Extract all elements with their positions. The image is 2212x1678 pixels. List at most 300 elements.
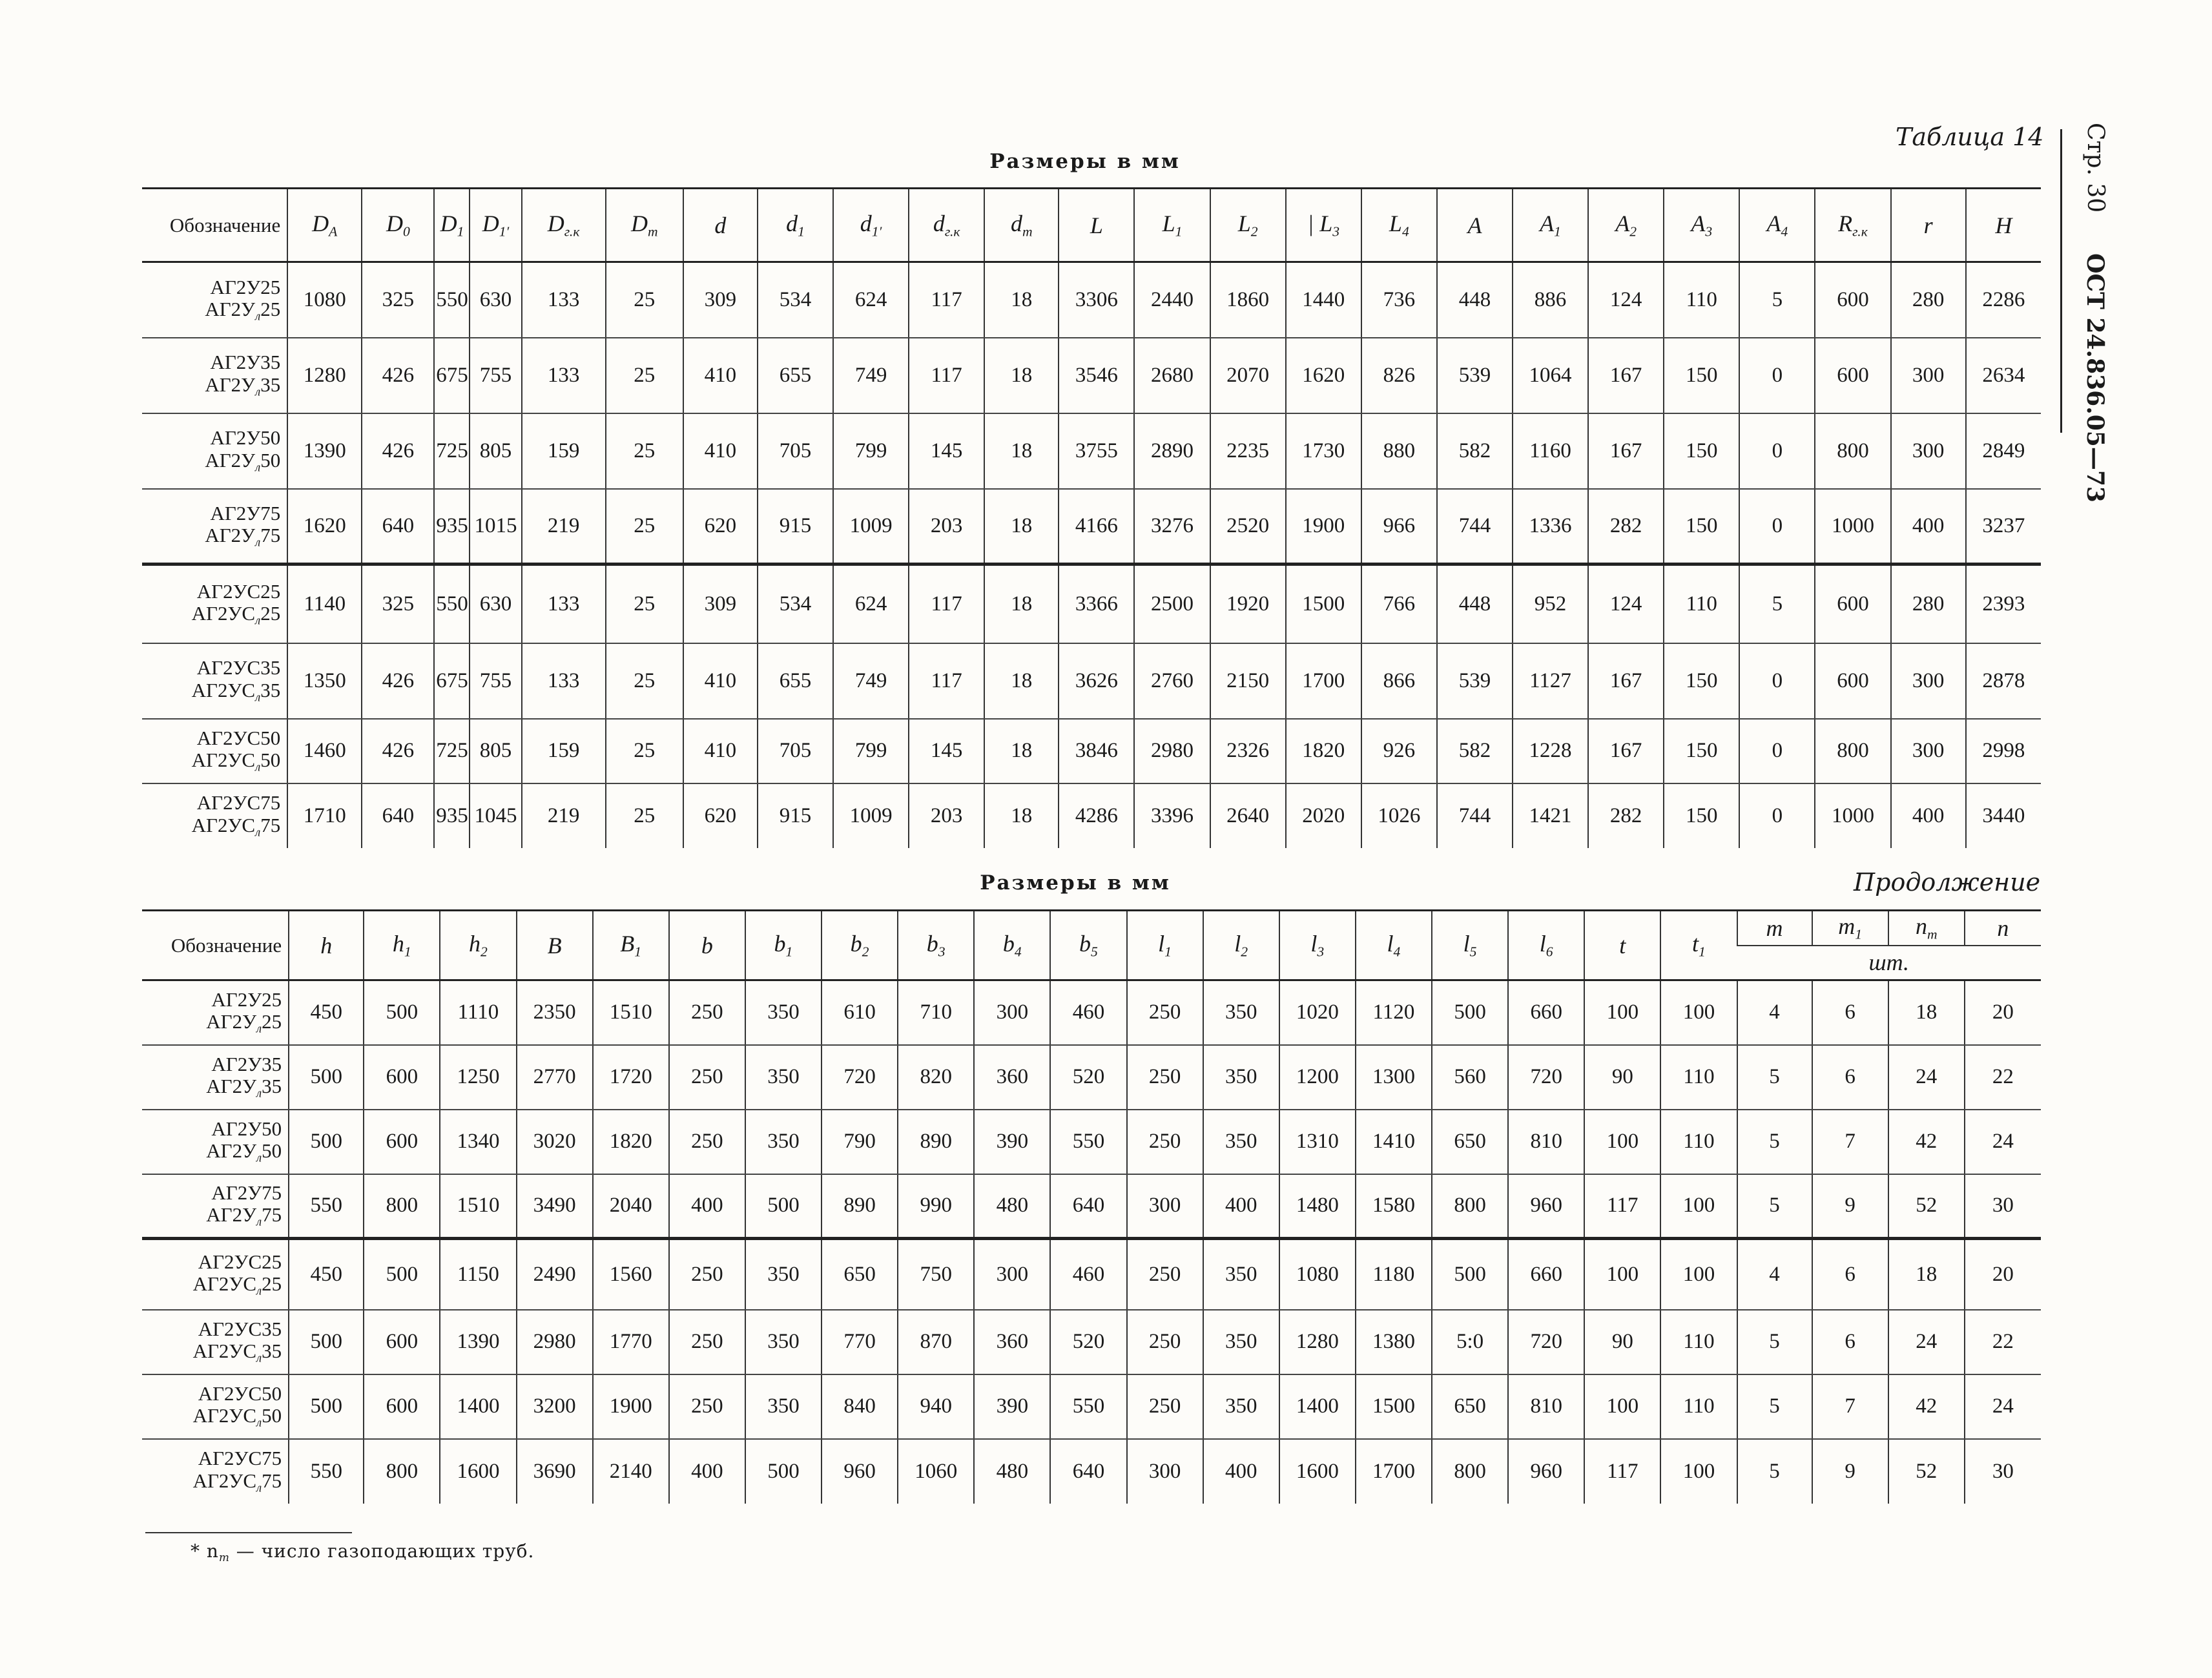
header-subscript: 4 <box>1401 223 1409 240</box>
value-cell: 219 <box>522 489 606 565</box>
value-cell: 350 <box>745 1310 822 1374</box>
designation: АГ2У50 <box>210 426 281 450</box>
value-cell: 280 <box>1891 262 1966 338</box>
designation-alt: АГ2УС <box>192 1469 257 1492</box>
value-cell: 600 <box>364 1374 440 1439</box>
header-symbol: l <box>1158 931 1165 957</box>
value-cell: 110 <box>1664 262 1739 338</box>
header-subscript: 1′ <box>499 223 510 240</box>
value-cell: 1600 <box>1279 1439 1356 1504</box>
value-cell: 520 <box>1050 1310 1126 1374</box>
value-cell: 1500 <box>1356 1374 1432 1439</box>
value-cell: 100 <box>1660 1239 1737 1310</box>
value-cell: 600 <box>1815 338 1890 413</box>
header-subscript: 1 <box>785 944 793 960</box>
header-subscript: г.к <box>1852 223 1868 240</box>
value-cell: 282 <box>1588 489 1664 565</box>
value-cell: 600 <box>1815 643 1890 719</box>
designation-alt-size: 35 <box>260 373 281 396</box>
column-header <box>1361 189 1437 262</box>
designation-cell <box>142 1239 289 1310</box>
header-subscript: 4 <box>1014 944 1022 960</box>
column-header <box>1888 911 1965 946</box>
designation-alt-subscript: л <box>256 1215 262 1229</box>
column-header <box>606 189 683 262</box>
column-header <box>1134 189 1210 262</box>
designation-cell <box>142 1374 289 1439</box>
value-cell: 110 <box>1664 565 1739 643</box>
designation-alt-subscript: л <box>255 385 261 399</box>
value-cell: 25 <box>606 565 683 643</box>
value-cell: 18 <box>1888 1239 1965 1310</box>
header-subscript: А <box>329 223 338 240</box>
header-subscript: 3 <box>1332 223 1340 240</box>
header-symbol: h <box>320 932 333 958</box>
value-cell: 1400 <box>440 1374 516 1439</box>
value-cell: 460 <box>1050 980 1126 1045</box>
designation-alt-size: 25 <box>262 1010 282 1033</box>
value-cell: 0 <box>1739 489 1815 565</box>
designation-cell <box>142 1310 289 1374</box>
designation: АГ2УС25 <box>196 579 281 603</box>
value-cell: 3200 <box>517 1374 593 1439</box>
value-cell: 805 <box>470 719 521 783</box>
value-cell: 250 <box>1127 1045 1203 1110</box>
value-cell: 300 <box>1891 338 1966 413</box>
value-cell: 1410 <box>1356 1110 1432 1174</box>
column-header <box>1508 911 1584 980</box>
value-cell: 2070 <box>1210 338 1286 413</box>
value-cell: 24 <box>1965 1110 2041 1174</box>
value-cell: 940 <box>898 1374 974 1439</box>
value-cell: 810 <box>1508 1374 1584 1439</box>
value-cell: 1110 <box>440 980 516 1045</box>
designation-alt-subscript: л <box>256 1351 262 1365</box>
value-cell: 1160 <box>1513 413 1588 489</box>
value-cell: 600 <box>364 1310 440 1374</box>
value-cell: 117 <box>909 643 984 719</box>
designation-alt-subscript: л <box>255 614 261 628</box>
value-cell: 350 <box>1203 1110 1279 1174</box>
value-cell: 744 <box>1437 783 1513 848</box>
column-header <box>898 911 974 980</box>
value-cell: 550 <box>434 565 470 643</box>
header-subscript: 2 <box>481 944 488 960</box>
header-symbol: D <box>386 211 403 237</box>
header-symbol: l <box>1463 931 1470 957</box>
table-row <box>142 565 2041 643</box>
value-cell: 100 <box>1584 1110 1660 1174</box>
designation: АГ2У35 <box>211 1052 282 1075</box>
value-cell: 630 <box>470 565 521 643</box>
header-subscript: г.к <box>564 223 580 240</box>
designation-cell <box>142 1174 289 1239</box>
value-cell: 133 <box>522 262 606 338</box>
header-subscript: 1 <box>1554 223 1561 240</box>
value-cell: 799 <box>833 719 909 783</box>
value-cell: 2849 <box>1966 413 2041 489</box>
value-cell: 133 <box>522 338 606 413</box>
value-cell: 410 <box>683 643 758 719</box>
continuation-label: Продолжение <box>1854 868 2041 896</box>
header-subscript: 1 <box>404 944 411 960</box>
value-cell: 810 <box>1508 1110 1584 1174</box>
value-cell: 250 <box>1127 1239 1203 1310</box>
value-cell: 3366 <box>1059 565 1134 643</box>
value-cell: 2770 <box>517 1045 593 1110</box>
designation-alt-subscript: л <box>256 1284 262 1298</box>
header-subscript: 3 <box>1705 223 1713 240</box>
designation-alt-subscript: л <box>256 1086 262 1101</box>
value-cell: 550 <box>289 1439 364 1504</box>
value-cell: 1600 <box>440 1439 516 1504</box>
value-cell: 3237 <box>1966 489 2041 565</box>
designation-alt-subscript: л <box>255 535 261 550</box>
designation-cell <box>142 783 287 848</box>
table-row <box>142 1239 2041 1310</box>
table-row <box>142 1374 2041 1439</box>
table-row <box>142 413 2041 489</box>
value-cell: 1250 <box>440 1045 516 1110</box>
value-cell: 1300 <box>1356 1045 1432 1110</box>
value-cell: 117 <box>909 565 984 643</box>
value-cell: 2490 <box>517 1239 593 1310</box>
value-cell: 167 <box>1588 338 1664 413</box>
header-symbol: n <box>1915 913 1927 940</box>
header-subscript: т <box>1927 927 1938 943</box>
value-cell: 6 <box>1812 1045 1888 1110</box>
column-header <box>470 189 521 262</box>
side-rule <box>2060 129 2062 433</box>
value-cell: 250 <box>669 1239 745 1310</box>
value-cell: 448 <box>1437 262 1513 338</box>
value-cell: 720 <box>822 1045 898 1110</box>
value-cell: 2640 <box>1210 783 1286 848</box>
value-cell: 300 <box>1891 643 1966 719</box>
value-cell: 3846 <box>1059 719 1134 783</box>
designation-alt-size: 50 <box>260 448 281 471</box>
value-cell: 426 <box>362 719 434 783</box>
value-cell: 1009 <box>833 489 909 565</box>
value-cell: 25 <box>606 489 683 565</box>
value-cell: 3546 <box>1059 338 1134 413</box>
header-subscript: 2 <box>1250 223 1258 240</box>
value-cell: 203 <box>909 489 984 565</box>
header-subscript: 1 <box>1164 944 1172 960</box>
value-cell: 800 <box>1815 413 1890 489</box>
value-cell: 400 <box>669 1174 745 1239</box>
value-cell: 800 <box>1432 1174 1508 1239</box>
value-cell: 0 <box>1739 338 1815 413</box>
column-header <box>1664 189 1739 262</box>
designation-alt: АГ2УС <box>192 1404 257 1427</box>
designation-alt-subscript: л <box>256 1022 262 1036</box>
header-symbol: D <box>630 211 648 237</box>
header-subscript: 1 <box>1699 944 1706 960</box>
value-cell: 7 <box>1812 1374 1888 1439</box>
header-symbol: A <box>1467 212 1482 238</box>
designation-cell <box>142 1045 289 1110</box>
value-cell: 18 <box>984 413 1059 489</box>
value-cell: 167 <box>1588 643 1664 719</box>
value-cell: 145 <box>909 719 984 783</box>
table-row <box>142 1310 2041 1374</box>
footnote-text: — число газоподающих труб. <box>229 1540 535 1562</box>
value-cell: 890 <box>898 1110 974 1174</box>
value-cell: 1580 <box>1356 1174 1432 1239</box>
designation-alt-size: 75 <box>260 813 281 836</box>
header-subscript: 2 <box>1241 944 1248 960</box>
value-cell: 2286 <box>1966 262 2041 338</box>
column-header <box>1356 911 1432 980</box>
column-header <box>1891 189 1966 262</box>
value-cell: 650 <box>1432 1110 1508 1174</box>
value-cell: 805 <box>470 413 521 489</box>
value-cell: 600 <box>1815 565 1890 643</box>
designation-cell <box>142 565 287 643</box>
value-cell: 2393 <box>1966 565 2041 643</box>
value-cell: 300 <box>1891 719 1966 783</box>
value-cell: 500 <box>1432 980 1508 1045</box>
value-cell: 400 <box>1203 1174 1279 1239</box>
value-cell: 500 <box>1432 1239 1508 1310</box>
value-cell: 400 <box>669 1439 745 1504</box>
value-cell: 2998 <box>1966 719 2041 783</box>
value-cell: 655 <box>758 338 833 413</box>
value-cell: 42 <box>1888 1110 1965 1174</box>
value-cell: 3490 <box>517 1174 593 1239</box>
column-header <box>1437 189 1513 262</box>
column-header <box>1279 911 1356 980</box>
value-cell: 300 <box>974 1239 1050 1310</box>
value-cell: 749 <box>833 338 909 413</box>
value-cell: 840 <box>822 1374 898 1439</box>
header-symbol: h <box>392 931 404 957</box>
value-cell: 1730 <box>1286 413 1361 489</box>
value-cell: 960 <box>1508 1439 1584 1504</box>
value-cell: 6 <box>1812 980 1888 1045</box>
value-cell: 0 <box>1739 413 1815 489</box>
designation-alt: АГ2УС <box>192 1272 257 1295</box>
value-cell: 3440 <box>1966 783 2041 848</box>
header-symbol: A <box>1691 211 1706 237</box>
value-cell: 500 <box>289 1045 364 1110</box>
value-cell: 675 <box>434 643 470 719</box>
value-cell: 100 <box>1584 1239 1660 1310</box>
value-cell: 400 <box>1891 783 1966 848</box>
value-cell: 360 <box>974 1045 1050 1110</box>
value-cell: 448 <box>1437 565 1513 643</box>
value-cell: 25 <box>606 413 683 489</box>
value-cell: 1280 <box>287 338 362 413</box>
value-cell: 620 <box>683 783 758 848</box>
designation-alt: АГ2УС <box>191 678 256 701</box>
header-symbol: l <box>1387 931 1394 957</box>
value-cell: 52 <box>1888 1439 1965 1504</box>
value-cell: 3690 <box>517 1439 593 1504</box>
value-cell: 110 <box>1660 1374 1737 1439</box>
header-symbol: D <box>547 211 564 237</box>
designation-alt-subscript: л <box>255 825 261 840</box>
value-cell: 480 <box>974 1174 1050 1239</box>
header-subscript: 1 <box>798 223 805 240</box>
value-cell: 300 <box>1127 1174 1203 1239</box>
value-cell: 460 <box>1050 1239 1126 1310</box>
value-cell: 400 <box>1891 489 1966 565</box>
header-symbol: h <box>469 931 481 957</box>
designation-cell <box>142 262 287 338</box>
value-cell: 250 <box>1127 1110 1203 1174</box>
value-cell: 159 <box>522 719 606 783</box>
column-header <box>1737 911 1812 946</box>
table-row <box>142 1174 2041 1239</box>
value-cell: 2980 <box>1134 719 1210 783</box>
value-cell: 2140 <box>593 1439 669 1504</box>
value-cell: 9 <box>1812 1439 1888 1504</box>
table-row <box>142 719 2041 783</box>
value-cell: 886 <box>1513 262 1588 338</box>
value-cell: 20 <box>1965 1239 2041 1310</box>
designation: АГ2У50 <box>211 1117 282 1140</box>
value-cell: 300 <box>1891 413 1966 489</box>
value-cell: 0 <box>1739 719 1815 783</box>
header-symbol: A <box>1540 211 1555 237</box>
designation-alt: АГ2У <box>205 373 256 396</box>
column-header <box>1815 189 1890 262</box>
value-cell: 520 <box>1050 1045 1126 1110</box>
dimensions-table-continued <box>142 909 2041 1504</box>
designation: АГ2УС35 <box>198 1317 282 1340</box>
value-cell: 1127 <box>1513 643 1588 719</box>
value-cell: 426 <box>362 413 434 489</box>
designation: АГ2УС50 <box>196 726 281 749</box>
header-symbol: t <box>1692 931 1699 957</box>
value-cell: 450 <box>289 1239 364 1310</box>
designation-alt-subscript: л <box>256 1481 262 1495</box>
value-cell: 1140 <box>287 565 362 643</box>
value-cell: 410 <box>683 413 758 489</box>
header-symbol: t <box>1619 932 1626 958</box>
value-cell: 5 <box>1737 1174 1812 1239</box>
header-symbol: d <box>1010 211 1022 237</box>
value-cell: 630 <box>470 262 521 338</box>
value-cell: 550 <box>1050 1374 1126 1439</box>
header-subscript: 4 <box>1781 223 1788 240</box>
value-cell: 18 <box>984 783 1059 848</box>
value-cell: 150 <box>1664 643 1739 719</box>
value-cell: 110 <box>1660 1110 1737 1174</box>
value-cell: 117 <box>1584 1439 1660 1504</box>
value-cell: 826 <box>1361 338 1437 413</box>
value-cell: 2980 <box>517 1310 593 1374</box>
designation: АГ2У35 <box>210 351 281 374</box>
value-cell: 800 <box>364 1439 440 1504</box>
header-subscript: 1 <box>457 223 464 240</box>
value-cell: 890 <box>822 1174 898 1239</box>
value-cell: 926 <box>1361 719 1437 783</box>
header-subscript: 4 <box>1393 944 1401 960</box>
value-cell: 350 <box>1203 1310 1279 1374</box>
value-cell: 1860 <box>1210 262 1286 338</box>
value-cell: 1720 <box>593 1045 669 1110</box>
designation-cell <box>142 338 287 413</box>
value-cell: 720 <box>1508 1045 1584 1110</box>
value-cell: 720 <box>1508 1310 1584 1374</box>
value-cell: 450 <box>289 980 364 1045</box>
designation-alt-subscript: л <box>255 309 261 324</box>
designation-cell <box>142 980 289 1045</box>
value-cell: 534 <box>758 565 833 643</box>
value-cell: 750 <box>898 1239 974 1310</box>
column-header <box>1812 911 1888 946</box>
header-subscript: 5 <box>1469 944 1477 960</box>
column-header <box>362 189 434 262</box>
value-cell: 159 <box>522 413 606 489</box>
value-cell: 935 <box>434 489 470 565</box>
header-symbol: b <box>774 931 786 957</box>
value-cell: 22 <box>1965 1045 2041 1110</box>
value-cell: 25 <box>606 643 683 719</box>
value-cell: 390 <box>974 1110 1050 1174</box>
value-cell: 350 <box>1203 980 1279 1045</box>
value-cell: 675 <box>434 338 470 413</box>
value-cell: 18 <box>984 565 1059 643</box>
value-cell: 705 <box>758 719 833 783</box>
header-symbol: d <box>933 211 945 237</box>
column-header-designation <box>142 189 287 262</box>
value-cell: 1200 <box>1279 1045 1356 1110</box>
value-cell: 18 <box>984 262 1059 338</box>
designation-alt-size: 25 <box>260 297 281 320</box>
value-cell: 500 <box>289 1310 364 1374</box>
value-cell: 350 <box>745 980 822 1045</box>
value-cell: 1015 <box>470 489 521 565</box>
value-cell: 24 <box>1888 1045 1965 1110</box>
value-cell: 1064 <box>1513 338 1588 413</box>
column-header <box>833 189 909 262</box>
value-cell: 250 <box>1127 1374 1203 1439</box>
header-symbol: d <box>860 211 872 237</box>
table-row <box>142 783 2041 848</box>
value-cell: 167 <box>1588 413 1664 489</box>
value-cell: 30 <box>1965 1439 2041 1504</box>
value-cell: 18 <box>984 489 1059 565</box>
designation-cell <box>142 719 287 783</box>
value-cell: 500 <box>745 1174 822 1239</box>
designation-alt: АГ2У <box>206 1203 257 1227</box>
value-cell: 1700 <box>1286 643 1361 719</box>
value-cell: 350 <box>745 1374 822 1439</box>
value-cell: 42 <box>1888 1374 1965 1439</box>
value-cell: 640 <box>1050 1174 1126 1239</box>
value-cell: 100 <box>1660 1174 1737 1239</box>
header-symbol: D <box>312 211 329 237</box>
value-cell: 799 <box>833 413 909 489</box>
value-cell: 300 <box>1127 1439 1203 1504</box>
value-cell: 5 <box>1737 1310 1812 1374</box>
value-cell: 390 <box>974 1374 1050 1439</box>
value-cell: 250 <box>669 980 745 1045</box>
designation-alt: АГ2У <box>205 523 256 546</box>
value-cell: 52 <box>1888 1174 1965 1239</box>
value-cell: 22 <box>1965 1310 2041 1374</box>
value-cell: 24 <box>1888 1310 1965 1374</box>
column-header <box>974 911 1050 980</box>
value-cell: 0 <box>1739 783 1815 848</box>
designation-alt: АГ2У <box>206 1139 257 1163</box>
value-cell: 2890 <box>1134 413 1210 489</box>
header-symbol: b <box>1079 931 1091 957</box>
